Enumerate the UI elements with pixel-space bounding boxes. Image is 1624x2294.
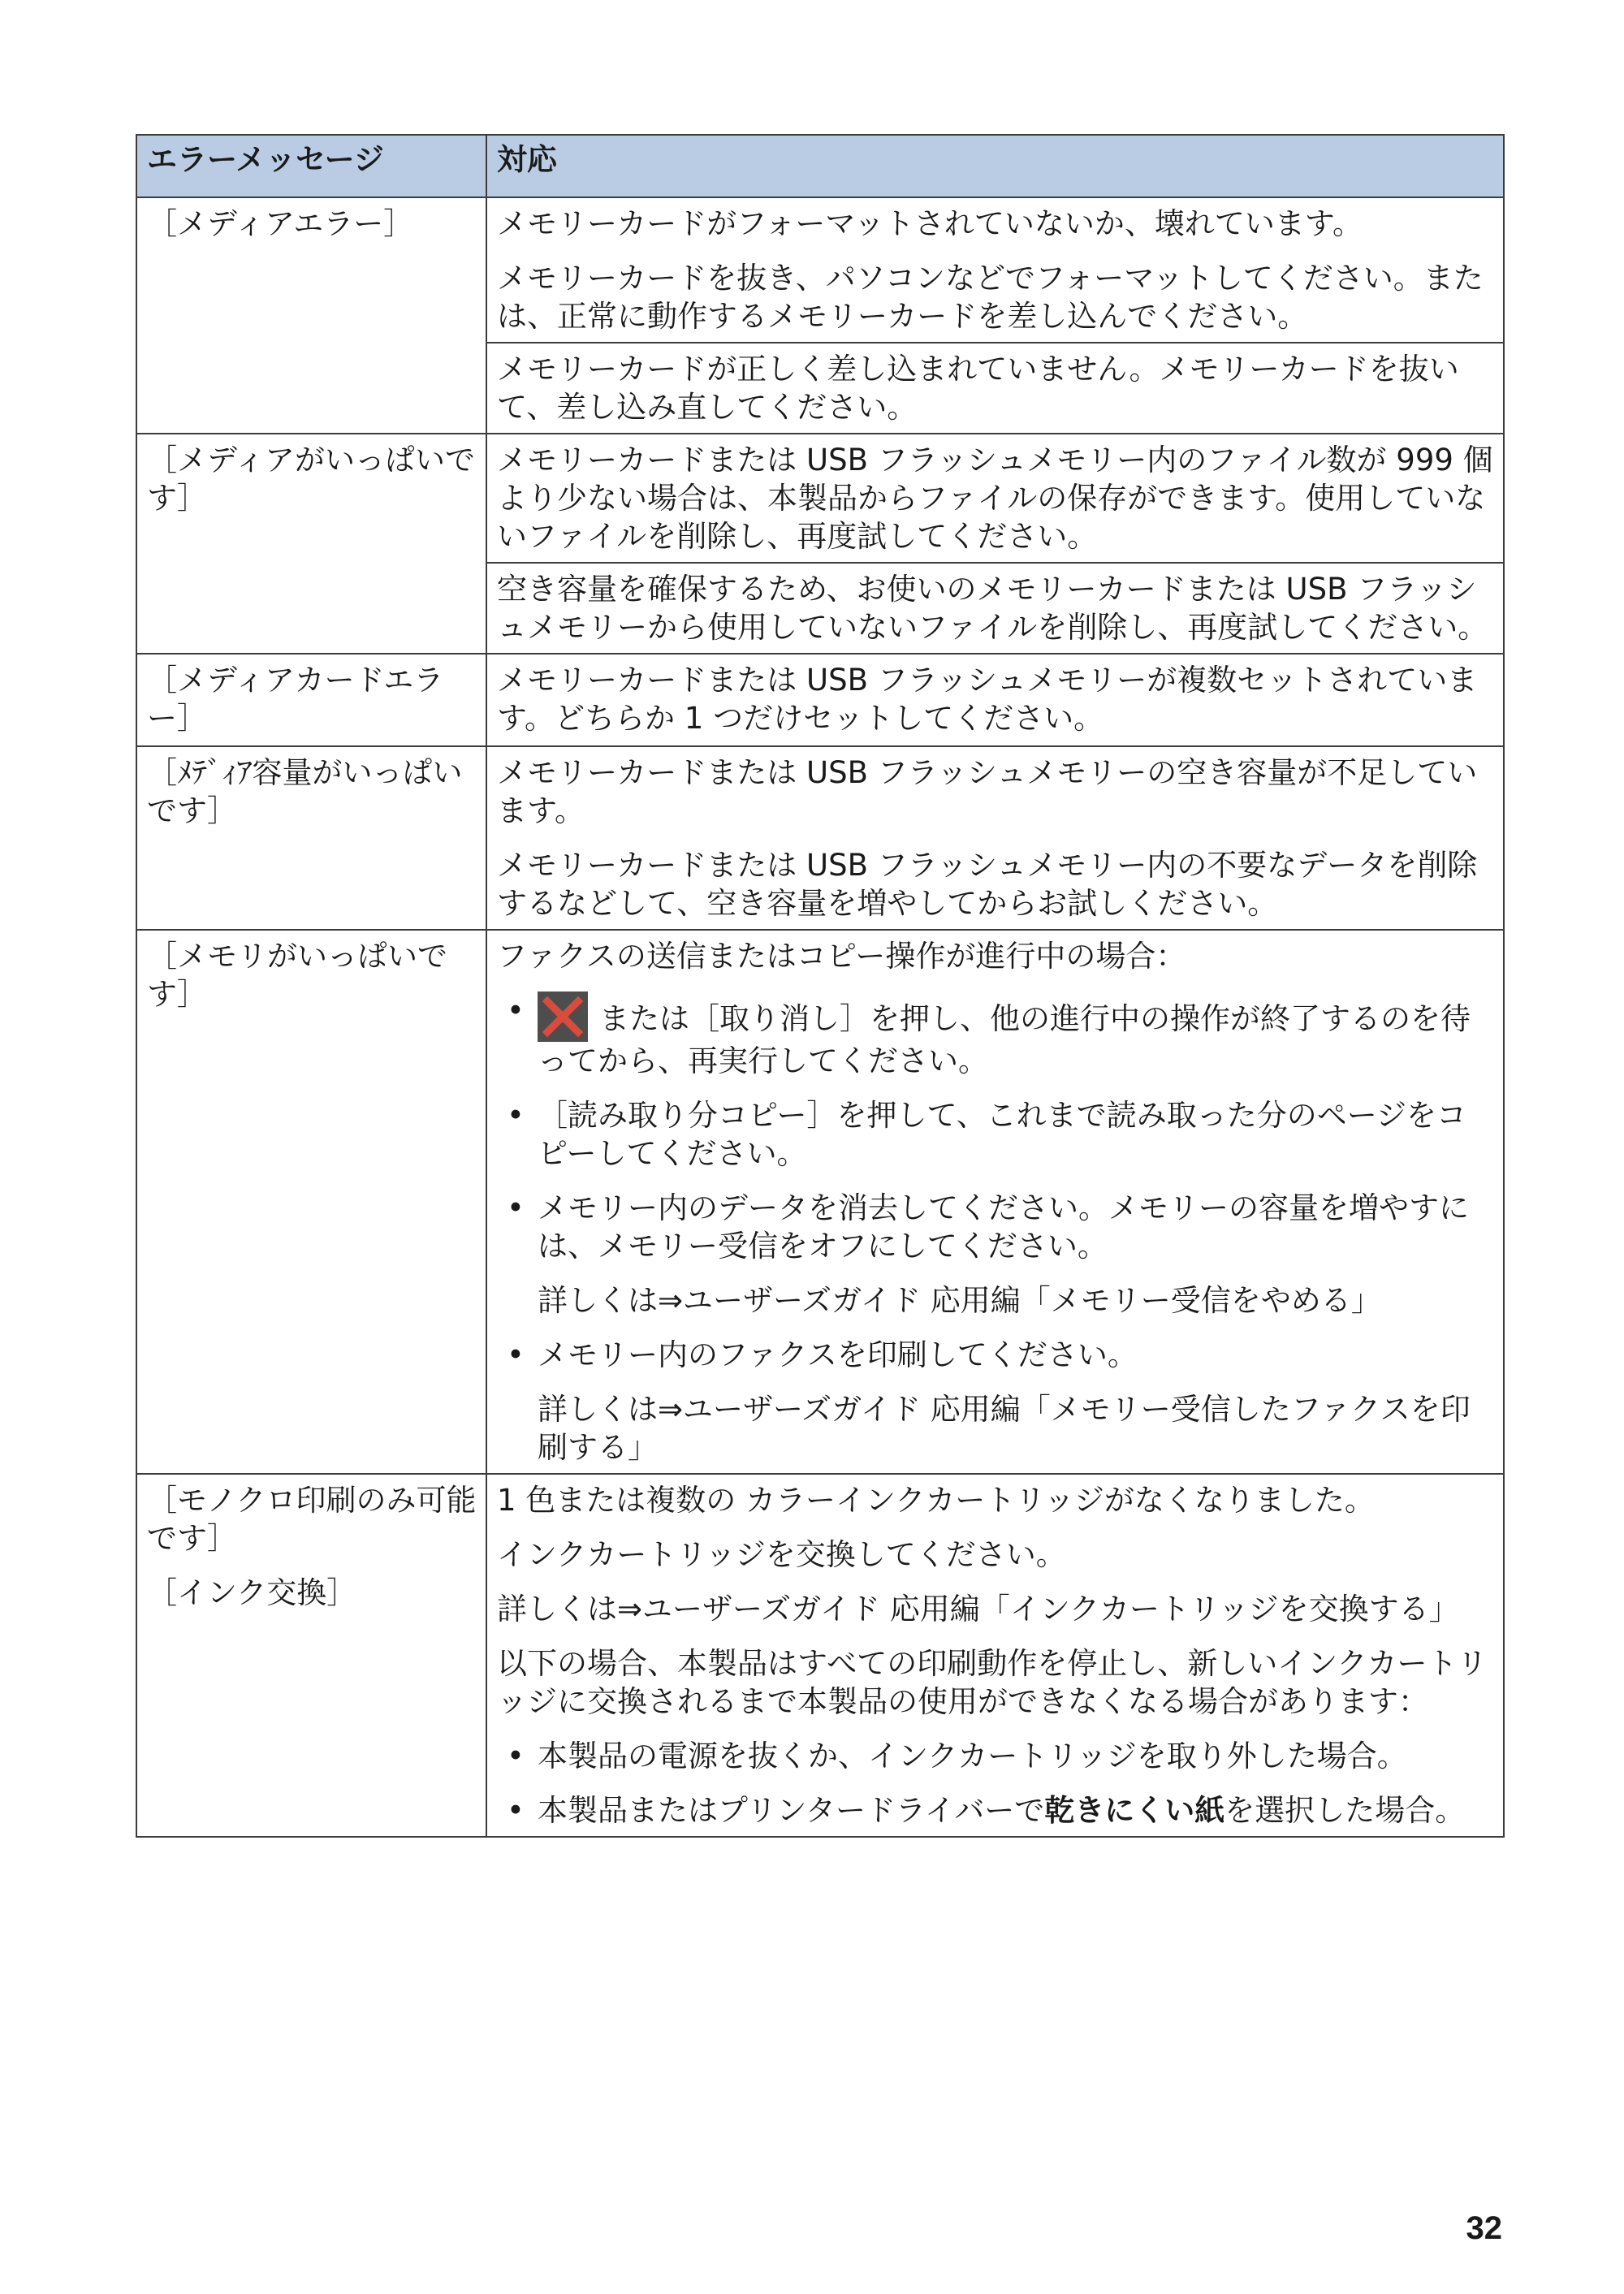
bullet-dot: • (507, 1337, 525, 1372)
error-label-cell (136, 746, 486, 930)
bullet-text: ［読み取り分コピー］を押して、これまで読み取った分のページをコピーしてください。 (538, 1098, 1467, 1171)
action-text: インクカートリッジを交換してください。 (497, 1537, 1066, 1572)
error-label-cell (136, 434, 486, 654)
table-row (136, 930, 1504, 1474)
bullet-dot: • (507, 993, 525, 1028)
list-item (497, 1189, 1493, 1320)
list-item (497, 1096, 1493, 1173)
bullet-text: または［取り消し］を押し、他の進行中の操作が終了するのを待ってから、再実行してください。 (538, 1001, 1471, 1078)
reference-note: 詳しくは⇒ユーザーズガイド 応用編「インクカートリッジを交換する」 (497, 1592, 1459, 1627)
error-label-cell (136, 1474, 486, 1837)
bullet-text: 本製品の電源を抜くか、インクカートリッジを取り外した場合。 (538, 1739, 1407, 1773)
bullet-text: メモリー内のデータを消去してください。メモリーの容量を増やすには、メモリー受信をオフにしてください。 (538, 1190, 1469, 1264)
error-label: ［メディアエラー］ (147, 206, 414, 241)
error-message-table (136, 134, 1505, 1838)
action-cell (486, 1474, 1504, 1837)
list-item (497, 1336, 1493, 1467)
action-cell (486, 197, 1504, 434)
action-cell (486, 746, 1504, 930)
table-row (136, 746, 1504, 930)
bullet-text-post: を選択した場合。 (1224, 1793, 1466, 1828)
error-label-cell (136, 654, 486, 746)
bullet-text-pre: 本製品またはプリンタードライバーで (538, 1793, 1045, 1828)
error-label: ［メディアがいっぱいです］ (147, 443, 476, 516)
table-header-row (136, 135, 1504, 197)
bullet-dot: • (507, 1190, 525, 1225)
action-text: メモリーカードまたは USB フラッシュメモリーの空き容量が不足しています。 (497, 755, 1478, 828)
action-text: メモリーカードまたは USB フラッシュメモリー内のファイル数が 999 個より少ない場合は、本製品からファイルの保存ができます。使用していないファイルを削除し、再度試してください。 (497, 443, 1493, 554)
error-label-cell (136, 930, 486, 1474)
action-text: メモリーカードがフォーマットされていないか、壊れています。 (497, 206, 1363, 241)
action-text: 1 色または複数の カラーインクカートリッジがなくなりました。 (497, 1483, 1375, 1518)
bullet-dot: • (507, 1793, 525, 1828)
action-subcell (487, 747, 1503, 929)
error-label: ［メディアカードエラー］ (147, 663, 444, 736)
action-cell (486, 434, 1504, 654)
table-row (136, 654, 1504, 746)
header-error-message: エラーメッセージ (136, 135, 486, 197)
action-subcell (487, 434, 1503, 562)
table-row (136, 197, 1504, 434)
x-mark-icon (542, 996, 583, 1037)
action-text: メモリーカードが正しく差し込まれていません。メモリーカードを抜いて、差し込み直してください。 (497, 352, 1459, 425)
action-intro: ファクスの送信またはコピー操作が進行中の場合： (497, 939, 1186, 974)
table-row (136, 1474, 1504, 1837)
error-label: ［モノクロ印刷のみ可能です］ (147, 1483, 477, 1556)
bullet-dot: • (507, 1098, 525, 1133)
action-text: メモリーカードまたは USB フラッシュメモリー内の不要なデータを削除するなどして、空き容量を増やしてからお試しください。 (497, 848, 1478, 921)
list-item (497, 1791, 1493, 1830)
page-number: 32 (1466, 2210, 1502, 2246)
cancel-x-icon (538, 991, 588, 1042)
action-cell (486, 930, 1504, 1474)
list-item (497, 991, 1493, 1080)
error-label: ［メモリがいっぱいです］ (147, 939, 447, 1012)
action-cell (486, 654, 1504, 746)
action-text: 以下の場合、本製品はすべての印刷動作を停止し、新しいインクカートリッジに交換されるまで本製品の使用ができなくなる場合があります： (497, 1646, 1488, 1719)
paper-type-emphasis: 乾きにくい紙 (1044, 1793, 1225, 1828)
reference-note: 詳しくは⇒ユーザーズガイド 応用編「メモリー受信をやめる」 (538, 1283, 1381, 1318)
action-subcell (487, 655, 1503, 744)
action-bullet-list (497, 991, 1493, 1467)
action-text: メモリーカードを抜き、パソコンなどでフォーマットしてください。または、正常に動作するメモリーカードを差し込んでください。 (497, 261, 1484, 334)
error-label: ［ﾒﾃﾞｨｱ容量がいっぱいです］ (147, 755, 463, 828)
action-subcell (487, 198, 1503, 342)
bullet-text: メモリー内のファクスを印刷してください。 (538, 1337, 1138, 1372)
action-subcell (487, 931, 1503, 1473)
header-action: 対応 (486, 135, 1504, 197)
action-text: 空き容量を確保するため、お使いのメモリーカードまたは USB フラッシュメモリーから使用していないファイルを削除し、再度試してください。 (497, 572, 1488, 645)
error-label-cell (136, 197, 486, 434)
error-label: ［インク交換］ (147, 1575, 357, 1610)
action-subcell (487, 342, 1503, 433)
action-subcell (487, 562, 1503, 653)
bullet-dot: • (507, 1739, 525, 1773)
action-bullet-list (497, 1737, 1493, 1830)
table-row (136, 434, 1504, 654)
action-subcell (487, 1475, 1503, 1836)
list-item (497, 1737, 1493, 1775)
action-text: メモリーカードまたは USB フラッシュメモリーが複数セットされています。どちらか 1 つだけセットしてください。 (497, 663, 1478, 736)
reference-note: 詳しくは⇒ユーザーズガイド 応用編「メモリー受信したファクスを印刷する」 (538, 1392, 1471, 1465)
